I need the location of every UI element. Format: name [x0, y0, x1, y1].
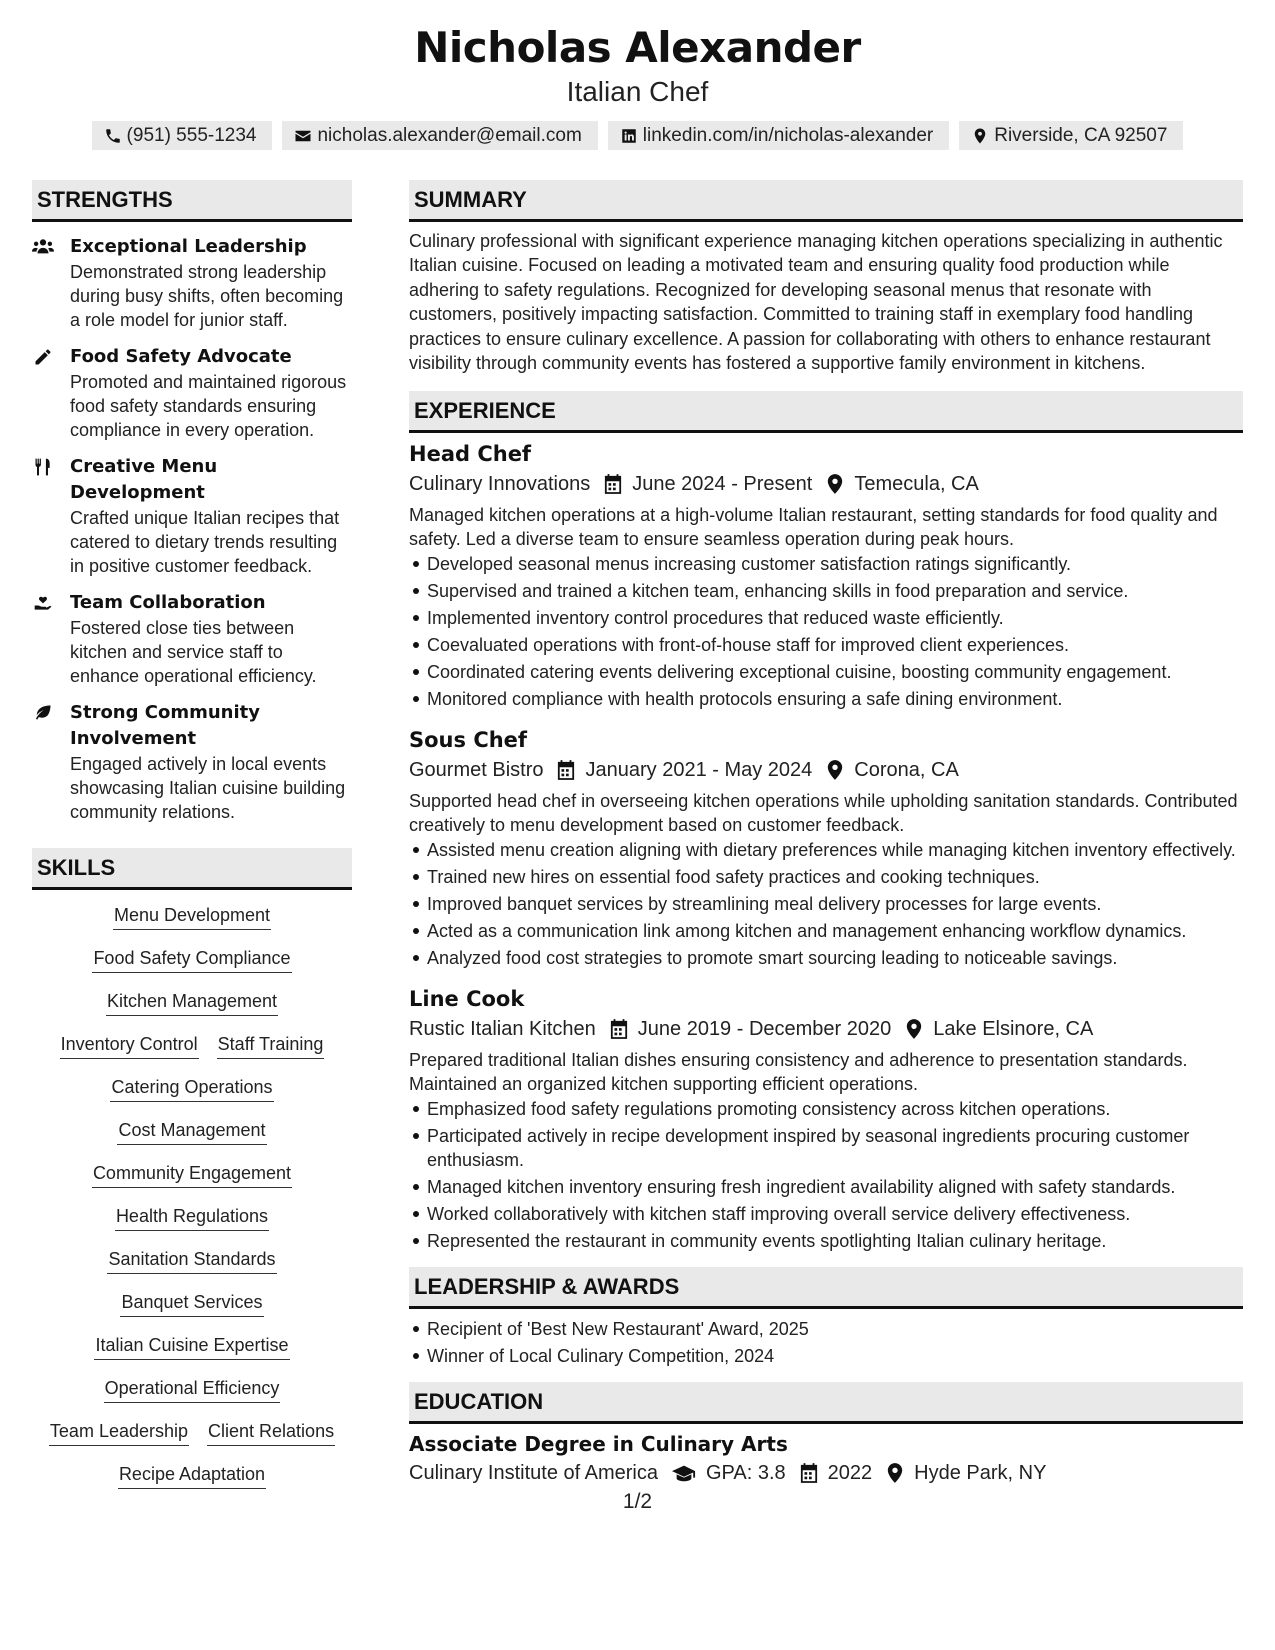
skill-tag: Client Relations — [207, 1420, 335, 1446]
job-title: Line Cook — [409, 987, 525, 1012]
skill-tag: Cost Management — [117, 1119, 266, 1145]
award-item: Recipient of 'Best New Restaurant' Award, 2025 — [409, 1317, 1243, 1341]
skills-section — [32, 848, 352, 1489]
experience-heading: EXPERIENCE — [409, 391, 1243, 433]
awards-heading: LEADERSHIP & AWARDS — [409, 1267, 1243, 1309]
skill-tag: Recipe Adaptation — [118, 1463, 266, 1489]
bullet-item: Worked collaboratively with kitchen staff improving overall service delivery effectiveness. — [409, 1202, 1243, 1226]
edu-school: Culinary Institute of America — [409, 1462, 658, 1485]
job-desc: Managed kitchen operations at a high-volume Italian restaurant, setting standards for food quality and safety. Led a diverse team to ensure seamless operation during peak hours. — [409, 505, 1218, 550]
job-location: Corona, CA — [854, 759, 959, 782]
job-meta — [409, 1014, 1243, 1044]
skill-tag: Menu Development — [113, 904, 271, 930]
job-title: Sous Chef — [409, 728, 528, 753]
map-pin-icon — [905, 1019, 923, 1039]
bullet-item: Managed kitchen inventory ensuring fresh ingredient availability aligned with safety standards. — [409, 1175, 1243, 1199]
bullet-item: Implemented inventory control procedures that reduced waste efficiently. — [409, 606, 1243, 630]
edu-degree: Associate Degree in Culinary Arts — [409, 1432, 788, 1457]
job-company: Culinary Innovations — [409, 473, 591, 496]
contact-linkedin[interactable] — [608, 121, 949, 150]
skill-tag: Health Regulations — [115, 1205, 269, 1231]
summary-heading: SUMMARY — [409, 180, 1243, 222]
job-company: Gourmet Bistro — [409, 759, 544, 782]
page-number: 1/2 — [622, 1490, 653, 1513]
location-text: Riverside, CA 92507 — [994, 124, 1168, 146]
strength-title: Team Collaboration — [70, 592, 266, 613]
strength-desc: Engaged actively in local events showcasing Italian cuisine building community relations. — [70, 754, 346, 822]
pencil-icon — [32, 347, 54, 367]
strengths-heading: STRENGTHS — [32, 180, 352, 222]
strengths-list — [32, 234, 352, 824]
skills-list — [32, 904, 352, 1489]
contact-phone[interactable] — [92, 121, 273, 150]
skill-tag: Italian Cuisine Expertise — [94, 1334, 289, 1360]
job-entry — [409, 439, 1243, 711]
job-desc: Supported head chef in overseeing kitchen operations while upholding sanitation standards. Contributed creatively to menu development based on customer feedback. — [409, 791, 1238, 836]
bullet-item: Trained new hires on essential food safety practices and cooking techniques. — [409, 865, 1243, 889]
email-text: nicholas.alexander@email.com — [317, 124, 582, 146]
left-column — [32, 180, 352, 1489]
bullet-item: Emphasized food safety regulations promoting consistency across kitchen operations. — [409, 1097, 1243, 1121]
strength-desc: Demonstrated strong leadership during busy shifts, often becoming a role model for junior staff. — [70, 262, 344, 330]
candidate-role: Italian Chef — [566, 76, 709, 107]
skills-heading: SKILLS — [32, 848, 352, 890]
skill-tag: Food Safety Compliance — [92, 947, 291, 973]
edu-location: Hyde Park, NY — [914, 1462, 1047, 1485]
bullet-item: Participated actively in recipe development inspired by seasonal ingredients procuring customer enthusiasm. — [409, 1124, 1243, 1172]
skill-tag: Team Leadership — [49, 1420, 189, 1446]
bullet-item: Analyzed food cost strategies to promote smart sourcing leading to noticeable savings. — [409, 946, 1243, 970]
calendar-icon — [604, 474, 622, 494]
strength-desc: Promoted and maintained rigorous food safety standards ensuring compliance in every operation. — [70, 372, 347, 440]
strength-item — [32, 454, 352, 578]
envelope-icon — [294, 127, 312, 145]
job-desc: Prepared traditional Italian dishes ensuring consistency and adherence to presentation standards. Maintained an organized kitchen supporting efficient operations. — [409, 1050, 1188, 1095]
calendar-icon — [610, 1019, 628, 1039]
linkedin-icon — [620, 127, 638, 145]
strength-desc: Crafted unique Italian recipes that catered to dietary trends resulting in positive customer feedback. — [70, 508, 340, 576]
bullet-item: Improved banquet services by streamlining meal delivery processes for large events. — [409, 892, 1243, 916]
strength-item — [32, 590, 352, 688]
job-meta — [409, 469, 1243, 499]
education-heading: EDUCATION — [409, 1382, 1243, 1424]
skill-tag: Banquet Services — [120, 1291, 263, 1317]
map-pin-icon — [886, 1463, 904, 1483]
job-location: Temecula, CA — [854, 473, 979, 496]
strength-item — [32, 234, 352, 332]
skill-tag: Inventory Control — [60, 1033, 199, 1059]
map-pin-icon — [826, 760, 844, 780]
job-bullets — [409, 838, 1243, 970]
job-bullets — [409, 552, 1243, 711]
skill-tag: Sanitation Standards — [107, 1248, 276, 1274]
hand-heart-icon — [32, 593, 54, 613]
strength-desc: Fostered close ties between kitchen and service staff to enhance operational efficiency. — [70, 618, 317, 686]
strength-title: Food Safety Advocate — [70, 346, 292, 367]
job-meta — [409, 755, 1243, 785]
bullet-item: Assisted menu creation aligning with dietary preferences while managing kitchen inventory effectively. — [409, 838, 1243, 862]
award-item: Winner of Local Culinary Competition, 2024 — [409, 1344, 1243, 1368]
contact-email[interactable] — [282, 121, 597, 150]
resume-header — [0, 0, 1275, 150]
bullet-item: Supervised and trained a kitchen team, enhancing skills in food preparation and service. — [409, 579, 1243, 603]
job-dates: January 2021 - May 2024 — [585, 759, 813, 782]
job-company: Rustic Italian Kitchen — [409, 1018, 596, 1041]
calendar-icon — [800, 1463, 818, 1483]
strength-title: Exceptional Leadership — [70, 236, 307, 257]
strength-title: Creative Menu Development — [70, 456, 218, 503]
skill-tag: Staff Training — [217, 1033, 325, 1059]
bullet-item: Acted as a communication link among kitchen and management enhancing workflow dynamics. — [409, 919, 1243, 943]
edu-gpa: GPA: 3.8 — [706, 1462, 786, 1485]
bullet-item: Developed seasonal menus increasing customer satisfaction ratings significantly. — [409, 552, 1243, 576]
linkedin-text: linkedin.com/in/nicholas-alexander — [642, 124, 934, 146]
bullet-item: Represented the restaurant in community events spotlighting Italian culinary heritage. — [409, 1229, 1243, 1253]
bullet-item: Monitored compliance with health protocols ensuring a safe dining environment. — [409, 687, 1243, 711]
job-dates: June 2024 - Present — [632, 473, 813, 496]
bullet-item: Coevaluated operations with front-of-house staff for improved client experiences. — [409, 633, 1243, 657]
users-icon — [32, 237, 54, 257]
job-bullets — [409, 1097, 1243, 1253]
job-dates: June 2019 - December 2020 — [637, 1018, 892, 1041]
job-entry — [409, 725, 1243, 970]
skill-tag: Community Engagement — [92, 1162, 292, 1188]
strength-item — [32, 700, 352, 824]
contact-location[interactable] — [959, 121, 1183, 150]
leaf-icon — [32, 703, 54, 723]
bullet-item: Coordinated catering events delivering exceptional cuisine, boosting community engagement. — [409, 660, 1243, 684]
strength-item — [32, 344, 352, 442]
edu-year: 2022 — [827, 1462, 873, 1485]
map-pin-icon — [971, 127, 989, 145]
awards-list — [409, 1317, 1243, 1368]
candidate-name: Nicholas Alexander — [414, 23, 861, 72]
summary-text: Culinary professional with significant experience managing kitchen operations specializing in authentic Italian cuisine. Focused on leading a motivated team and ensuring quality food production while adhering to safety regulations. Recognized for developing seasonal menus that resonate with customers, positively impacting satisfaction. Committed to training staff in exemplary food handling practices to ensure culinary excellence. A passion for collaborating with others to enhance restaurant visibility through community events has fostered a supportive family environment in kitchens. — [409, 231, 1223, 374]
phone-icon — [104, 127, 122, 145]
strength-title: Strong Community Involvement — [70, 702, 261, 749]
right-column — [409, 180, 1243, 1492]
skill-tag: Catering Operations — [110, 1076, 273, 1102]
job-entry — [409, 984, 1243, 1253]
utensils-icon — [32, 457, 54, 477]
graduation-cap-icon — [672, 1463, 696, 1483]
job-title: Head Chef — [409, 442, 532, 467]
skill-tag: Operational Efficiency — [104, 1377, 281, 1403]
skill-tag: Kitchen Management — [106, 990, 278, 1016]
contact-bar — [0, 121, 1275, 150]
edu-meta — [409, 1458, 1243, 1488]
calendar-icon — [557, 760, 575, 780]
job-location: Lake Elsinore, CA — [933, 1018, 1094, 1041]
map-pin-icon — [826, 474, 844, 494]
phone-text: (951) 555-1234 — [126, 124, 257, 146]
